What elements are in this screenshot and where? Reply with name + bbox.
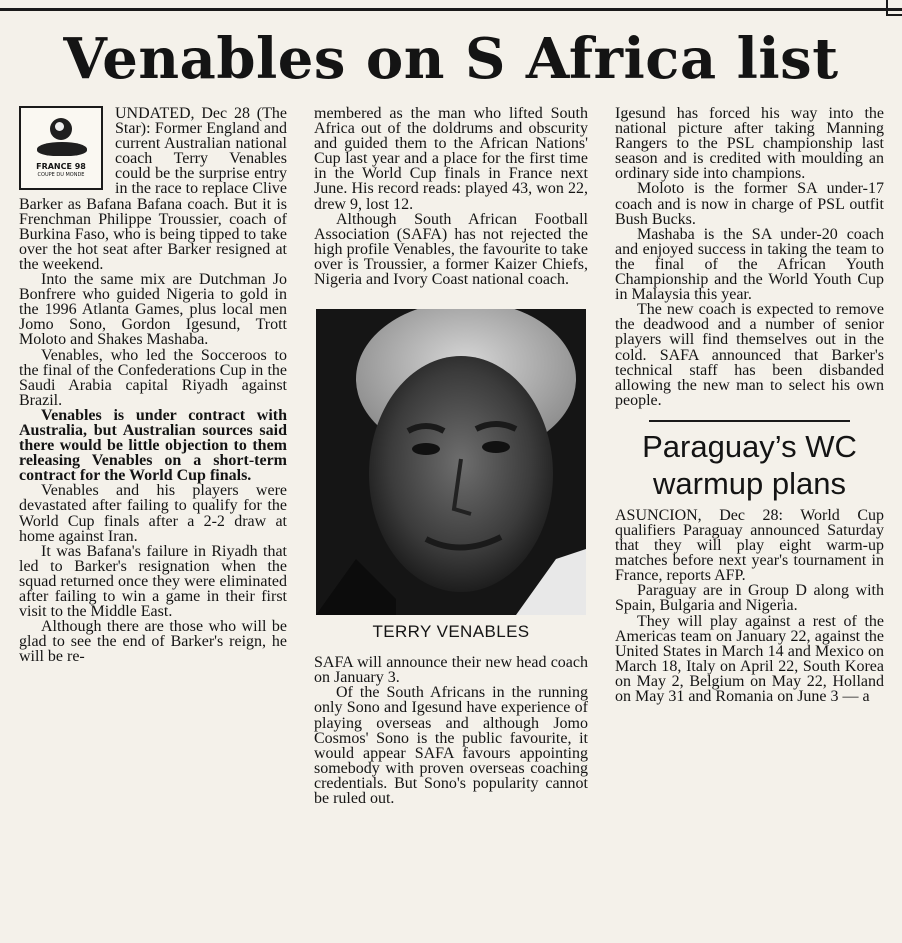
france-98-logo xyxy=(19,106,103,190)
paragraph: Into the same mix are Dutchman Jo Bonfrere who guided Nigeria to gold in the 1996 Atlanta Games, plus local men Jomo Sono, Gordon Igesund, Trott Moloto and Shakes Mashaba. xyxy=(19,271,287,349)
paragraph: Although there are those who will be glad to see the end of Barker's reign, he will be re- xyxy=(19,618,287,666)
paragraph: SAFA will announce their new head coach on January 3. xyxy=(314,654,588,687)
paragraph: UNDATED, Dec 28 (The Star): Former England and current Australian national coach Terry Venables could be the surprise entry in the race to replace Clive Barker as Bafana Bafana coach. But it is Frenchman Philippe Troussier, coach of Burkina Faso, who is being tipped to take over the hot seat after Barker resigned at the weekend. xyxy=(19,105,287,273)
terry-venables-photo xyxy=(316,309,586,615)
page-corner-mark xyxy=(886,0,902,16)
paragraph: Mashaba is the SA under-20 coach and enjoyed success in taking the team to the final of the African Youth Championship and the World Youth Cup in Malaysia this year. xyxy=(615,225,884,304)
paragraph: Igesund has forced his way into the national picture after taking Manning Rangers to the PSL championship last season and is credited with moulding an ordinary side into champions. xyxy=(615,105,884,183)
paragraph: Venables and his players were devastated after failing to qualify for the World Cup finals after a 2-2 draw at home against Iran. xyxy=(19,482,287,545)
logo-title: FRANCE 98 xyxy=(36,162,86,171)
section-divider xyxy=(649,420,850,422)
top-rule xyxy=(0,8,902,11)
football-icon xyxy=(50,118,72,140)
paragraph: The new coach is expected to remove the deadwood and a number of senior players will find themselves out in the cold. SAFA announced that Barker's technical staff has been disbanded allowing the new man to select his own people. xyxy=(615,301,884,409)
paragraph: Venables, who led the Socceroos to the final of the Confederations Cup in the Saudi Arabia capital Riyadh against Brazil. xyxy=(19,346,287,409)
paragraph: They will play against a rest of the Americas team on January 22, against the United States in March 14 and Mexico on March 18, Italy on April 22, South Korea on May 2, Belgium on May 22, Holland on May 31 and Romania on June 3 — a xyxy=(615,612,884,705)
paragraph: It was Bafana's failure in Riyadh that led to Barker's resignation when the squad returned once they were eliminated after failing to win a game in their first visit to the Middle East. xyxy=(19,542,287,621)
article-column-2 xyxy=(314,106,588,938)
paragraph: ASUNCION, Dec 28: World Cup qualifiers Paraguay announced Saturday that they will play eight warm-up matches before next year's tournament in France, reports AFP. xyxy=(615,506,884,585)
photo-caption: TERRY VENABLES xyxy=(372,622,530,642)
headline: Venables on S Africa list xyxy=(63,26,839,92)
logo-swoosh xyxy=(37,142,87,156)
paragraph: Moloto is the former SA under-17 coach and is now in charge of PSL outfit Bush Bucks. xyxy=(615,180,884,228)
sidebar-headline: Paraguay’s WC warmup plans xyxy=(642,428,857,501)
paragraph: membered as the man who lifted South Africa out of the doldrums and obscurity and guided them to the African Nations' Cup last year and a place for the first time in the World Cup finals in France next June. His record reads: played 43, won 22, drew 9, lost 12. xyxy=(314,105,588,213)
paragraph: Venables is under contract with Australia, but Australian sources said there would be little objection to them releasing Venables on a short-term contract for the World Cup finals. xyxy=(19,406,287,485)
article-column-1 xyxy=(19,106,287,938)
logo-subtitle: COUPE DU MONDE xyxy=(37,172,85,178)
article-column-3 xyxy=(615,106,884,938)
paragraph: Although South African Football Association (SAFA) has not rejected the high profile Venables, the favourite to take over is Troussier, a former Kaizer Chiefs, Nigeria and Ivory Coast national coach. xyxy=(314,210,588,289)
paragraph: Paraguay are in Group D along with Spain, Bulgaria and Nigeria. xyxy=(615,582,884,615)
paragraph: Of the South Africans in the running only Sono and Igesund have experience of playing overseas and although Jomo Cosmos' Sono is the public favourite, it would appear SAFA favours appointing somebody with proven overseas coaching credentials. But Sono's popularity cannot be ruled out. xyxy=(314,684,588,807)
